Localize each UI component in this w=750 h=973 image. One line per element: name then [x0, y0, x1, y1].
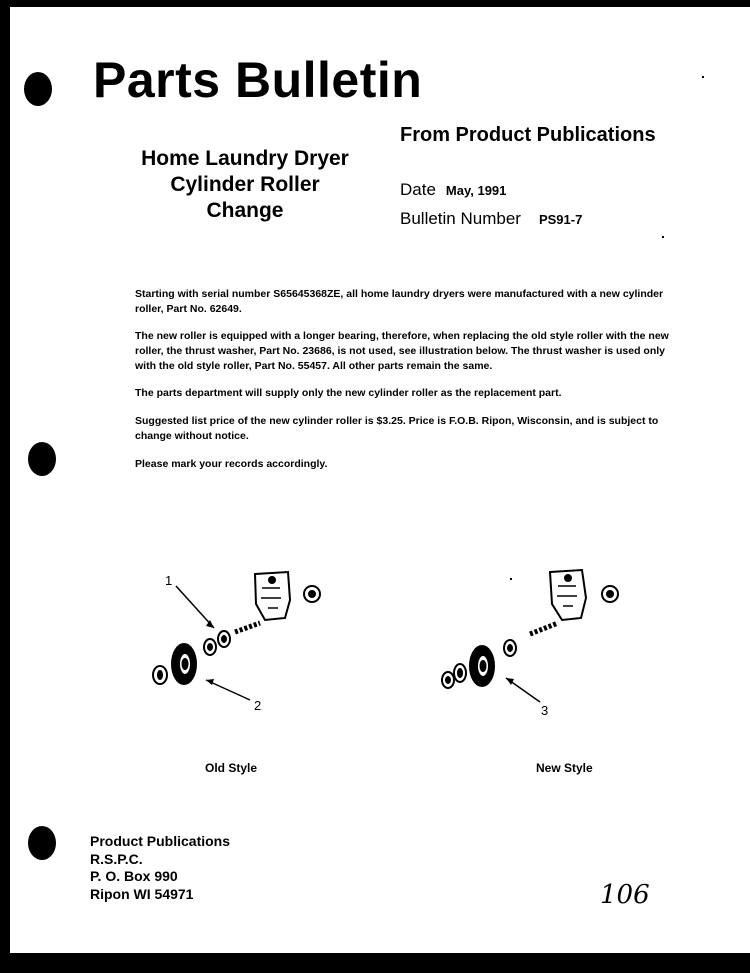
- address-line: Ripon WI 54971: [90, 885, 194, 902]
- heading-line: Cylinder Roller: [170, 173, 320, 196]
- callout-1: 1: [165, 573, 173, 588]
- new-style-caption: New Style: [536, 761, 593, 775]
- new-style-roller-illustration: [430, 560, 630, 710]
- callout-2: 2: [254, 698, 262, 713]
- handwritten-page-number: 106: [600, 880, 650, 910]
- page-title: Parts Bulletin: [93, 52, 423, 108]
- address-line: P. O. Box 990: [90, 868, 178, 884]
- bulletin-number-value: PS91-7: [538, 212, 583, 227]
- binder-hole-top: [24, 72, 52, 106]
- bulletin-body: [135, 287, 680, 484]
- publisher-subtitle: From Product Publications: [400, 124, 656, 146]
- bulletin-number-label: Bulletin Number: [400, 209, 521, 228]
- body-paragraph: Please mark your records accordingly.: [135, 457, 328, 470]
- body-paragraph: The new roller is equipped with a longer bearing, therefore, when replacing the old style roller with the new roller, the thrust washer, Part No. 23686, is not used, see illustration below. The thrust washer is used only with the old style roller, Part No. 55457. All other parts remain the same.: [135, 330, 669, 372]
- binder-hole-middle: [28, 442, 56, 476]
- bulletin-number-row: [400, 210, 582, 227]
- roller-shaft: [530, 623, 558, 634]
- heading-line: Change: [206, 199, 284, 222]
- scan-speck: [702, 76, 704, 78]
- heading-line: Home Laundry Dryer: [141, 147, 349, 170]
- callout-3: 3: [541, 703, 549, 718]
- leader-line-1: [176, 586, 214, 628]
- address-line: R.S.P.C.: [90, 850, 143, 867]
- scan-speck: [510, 578, 512, 580]
- body-paragraph: Suggested list price of the new cylinder roller is $3.25. Price is F.O.B. Ripon, Wisconsin, and is subject to change without notice.: [135, 415, 659, 442]
- body-paragraph: The parts department will supply only the new cylinder roller as the replacement part.: [135, 387, 562, 400]
- date-row: [400, 181, 506, 198]
- binder-hole-bottom: [28, 826, 56, 860]
- date-value: May, 1991: [445, 183, 507, 198]
- scan-speck: [662, 236, 664, 238]
- bulletin-heading: [120, 146, 370, 224]
- date-label: Date: [400, 180, 436, 199]
- roller-shaft: [235, 623, 260, 632]
- address-line: Product Publications: [90, 833, 231, 849]
- body-paragraph: Starting with serial number S65645368ZE, all home laundry dryers were manufactured with a new cylinder roller, Part No. 62649.: [135, 288, 664, 315]
- return-address: [90, 833, 230, 903]
- old-style-caption: Old Style: [205, 761, 258, 775]
